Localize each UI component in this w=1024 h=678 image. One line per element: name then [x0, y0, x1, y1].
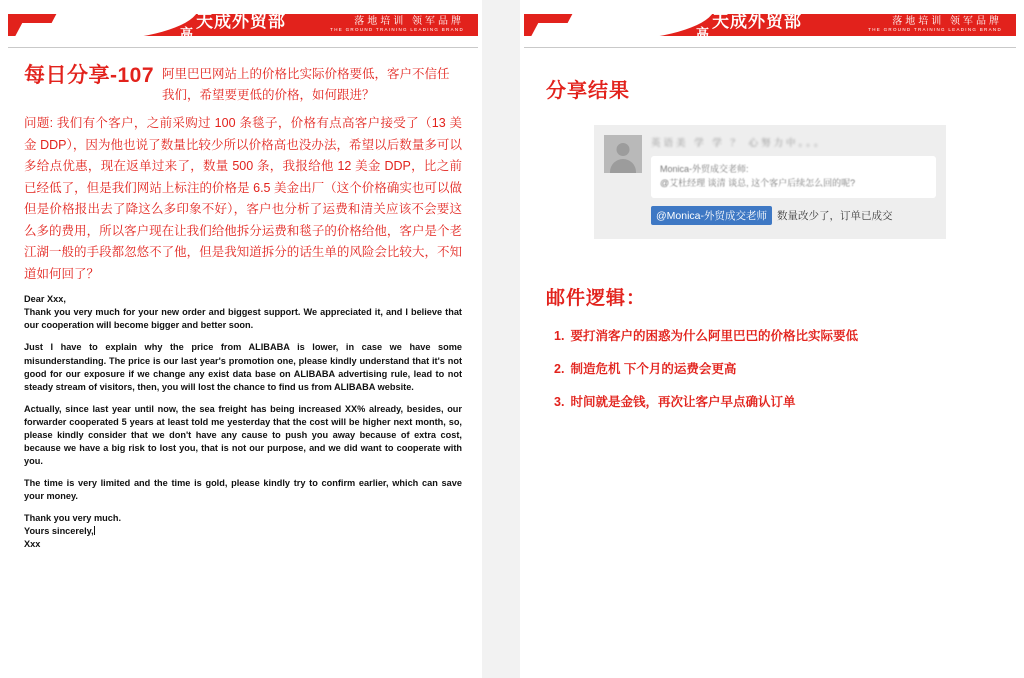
chat-screenshot-card: [594, 125, 946, 239]
list-item: [554, 328, 994, 344]
brand-logo: [180, 13, 286, 46]
brand-name-cn: 天成外贸部: [712, 12, 803, 31]
chat-answer-row: [651, 206, 936, 225]
chat-quote-sender: Monica-外贸成交老师:: [660, 164, 749, 174]
brand-name-cn: 天成外贸部: [196, 12, 287, 31]
brand-slogan-en: THE GROUND TRAINING LEADING BRAND: [868, 27, 1002, 32]
logo-mark-icon: 高: [180, 25, 193, 41]
banner-swoosh-shape-secondary: [14, 23, 113, 39]
brand-slogan-cn: 落地培训 领军品牌: [354, 16, 464, 27]
brand-name-en: TIANCHENGWAIMAOBU: [712, 41, 790, 46]
list-item-number: 3.: [554, 395, 565, 410]
email-salutation: Dear Xxx,: [24, 294, 66, 305]
email-paragraph-1: Thank you very much for your new order and biggest support. We appreciated it, and I believe that our cooperation will become bigger and better soon.: [24, 307, 462, 331]
chat-header-blurred: 英语美 学 学 ？ 心努力中。。。: [651, 138, 827, 149]
list-item-label: 时间就是金钱，再次让客户早点确认订单: [570, 395, 796, 410]
results-title: 分享结果: [546, 80, 630, 102]
slide-left-body: [8, 64, 478, 551]
logo-mark-icon: 高: [696, 25, 709, 41]
list-item-label: 制造危机 下个月的运费会更高: [570, 362, 737, 377]
slide-header-banner-right: [524, 8, 1016, 46]
slide-gutter: [482, 0, 520, 678]
brand-slogan: [868, 16, 1002, 32]
email-logic-title: 邮件逻辑：: [546, 287, 647, 309]
chat-answer-text: 数量改少了，订单已成交: [777, 209, 893, 222]
banner-swoosh-shape-secondary: [530, 23, 629, 39]
email-paragraph-3: Actually, since last year until now, the sea freight has being increased XX% already, besides, our forwarder cooperated 5 years at least told me yesterday that the cost will be higher next month, so, please kindly consider that we don't have any cause to push you away because of extra cost, because we have a big risk to lost you, that is not our purpose, and we did want to cooperate with you.: [24, 403, 462, 466]
text-cursor: [94, 526, 95, 535]
list-item: [554, 361, 994, 377]
avatar: [604, 135, 642, 173]
list-item-number: 1.: [554, 328, 565, 343]
question-text: 问题: 我们有个客户，之前采购过 100 条毯子，价格有点高客户接受了（13 美金 DDP），因为他也说了数量比较少所以价格高也没办法，希望以后数量多可以多给点优惠，现在返单过来了，数量 500 条，我报给他 12 美金 DDP，比之前已经低了，但是我们网站上标注的价格是 6.5 美金出厂（这个价格确实也可以做但是价格报出去了降这么多印象不好），客户也分析了运费和清关应该不会要这么多的费用，所以客户现在让我们给他拆分运费和毯子的价格给他，客户是个老江湖一般的手段都忽悠不了他，但是我知道拆分的话生单的风险会比较大，不知道如何回了？: [24, 116, 462, 281]
chat-content: [651, 135, 936, 225]
brand-slogan: [330, 16, 464, 32]
slide-header-banner-left: [8, 8, 478, 46]
slide-left: [8, 8, 478, 670]
brand-slogan-en: THE GROUND TRAINING LEADING BRAND: [330, 27, 464, 32]
list-item-label: 要打消客户的困惑为什么阿里巴巴的价格比实际要低: [570, 328, 858, 343]
chat-mention-tag: @Monica-外贸成交老师: [651, 206, 772, 225]
banner-divider: [8, 47, 478, 48]
slide-right-body: [524, 74, 1016, 411]
page-title: 每日分享-107: [24, 64, 155, 87]
slide-left-title-row: [24, 64, 462, 105]
email-paragraph-2: Just I have to explain why the price from ALIBABA is lower, in case we have some misunderstanding. The price is our last year's promotion one, please kindly understand that it's not good for our exposure if we change any exist data base on ALIBABA advertising rule, lead to not steady stream of visitors, then, you will lost the chance to find us from ALIBABA website.: [24, 342, 462, 392]
email-closing-thanks: Thank you very much.: [24, 513, 122, 524]
slide-right: [524, 8, 1016, 670]
brand-logo: [696, 13, 802, 46]
email-body: [24, 293, 462, 551]
list-item-number: 2.: [554, 362, 565, 377]
brand-slogan-cn: 落地培训 领军品牌: [892, 16, 1002, 27]
chat-quote-text: @艾杜经理 谈清 谈总, 这个客户后续怎么回的呢?: [660, 177, 856, 188]
banner-divider: [524, 47, 1016, 48]
brand-name-en: TIANCHENGWAIMAOBU: [196, 41, 274, 46]
email-logic-list: [554, 328, 994, 411]
email-closing-sincerely-text: Yours sincerely,: [24, 526, 94, 537]
list-item: [554, 394, 994, 410]
email-closing-sincerely: [24, 525, 462, 538]
email-paragraph-4: The time is very limited and the time is gold, please kindly try to confirm earlier, which can save your money.: [24, 478, 462, 502]
page-subtitle: 阿里巴巴网站上的价格比实际价格要低，客户不信任我们，希望要更低的价格，如何跟进？: [162, 67, 450, 102]
email-signature: Xxx: [24, 539, 41, 550]
chat-bubble-quote: [651, 156, 936, 198]
